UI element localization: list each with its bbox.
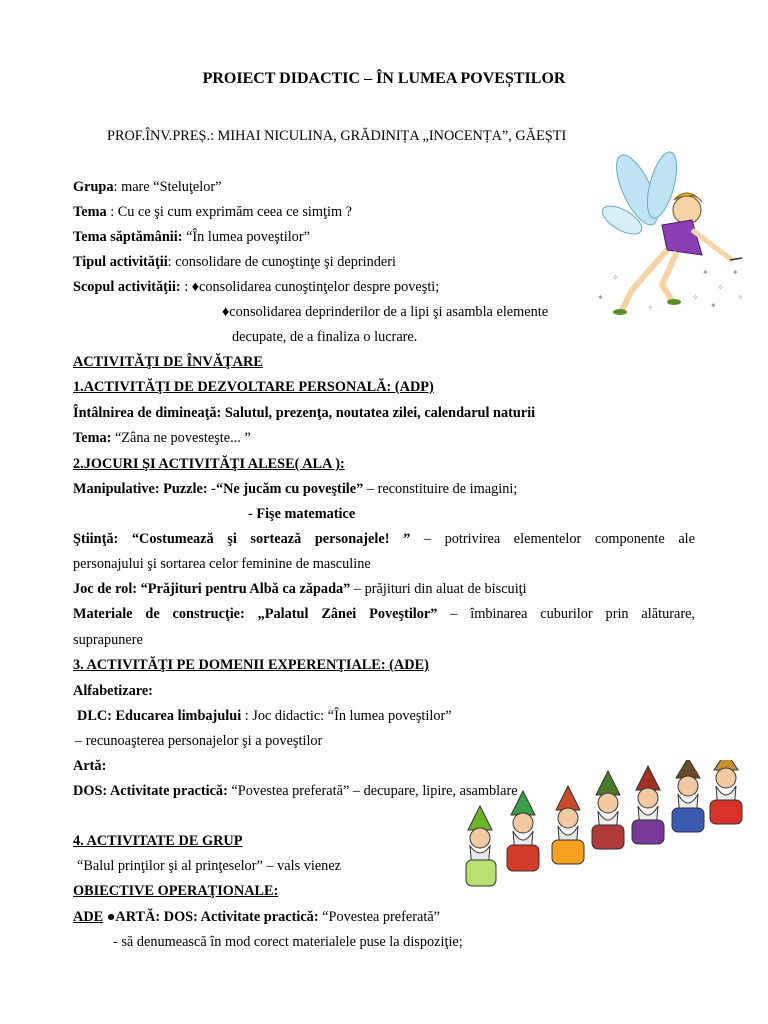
page-title: PROIECT DIDACTIC – ÎN LUMEA POVEȘTILOR — [202, 70, 566, 87]
alfabetizare-text: Alfabetizare: — [73, 683, 153, 699]
dos-label: DOS: Activitate practică: — [73, 783, 228, 799]
tema-line — [73, 203, 352, 221]
arta-line — [73, 757, 106, 775]
svg-text:✧: ✧ — [612, 273, 619, 282]
adp-heading — [73, 378, 434, 396]
intalnirea-text: Întâlnirea de dimineaţă: Salutul, prezenţa, noutatea zilei, calendarul naturii — [73, 405, 536, 421]
adp-tema-label: Tema: — [73, 430, 112, 446]
tema-saptamanii-label: Tema săptămânii: — [73, 229, 183, 245]
joc-de-rol-label: Joc de rol: “Prăjituri pentru Albă ca zăpada” — [73, 581, 351, 597]
svg-text:✦: ✦ — [702, 268, 709, 277]
materiale-label: Materiale de construcţie: „Palatul Zânei Poveştilor” — [73, 606, 438, 622]
obiective-arta-label: ●ARTĂ — [103, 909, 156, 925]
dwarfs-illustration — [448, 760, 760, 900]
scopul-activitatii-line — [73, 278, 439, 296]
tipul-value: : consolidare de cunoştinţe şi deprinderi — [167, 254, 396, 270]
obiective-dos-value: “Povestea preferată” — [318, 909, 441, 925]
tipul-activitatii-line — [73, 253, 396, 271]
obiective-ade-label: ADE — [73, 909, 104, 925]
svg-text:✦: ✦ — [710, 301, 717, 310]
adp-tema-value: “Zâna ne povesteşte... ” — [111, 430, 251, 446]
ala-heading — [73, 455, 345, 473]
stiinta-value: – potrivirea elementelor componente ale — [410, 531, 695, 547]
obiective-heading-text: OBIECTIVE OPERAŢIONALE: — [73, 883, 279, 899]
fise-text: - Fişe matematice — [248, 506, 356, 522]
grupa-line — [73, 178, 222, 196]
stiinta-label: Ştiinţă: “Costumează şi sortează personajele! ” — [73, 531, 411, 547]
stiinta-line — [73, 530, 695, 548]
fise-matematice — [248, 505, 355, 523]
grup-heading — [73, 832, 242, 850]
tema-saptamanii-value: “În lumea poveştilor” — [182, 229, 310, 245]
manipulative-label: Manipulative: Puzzle: -“Ne jucăm cu poveştile” — [73, 481, 364, 497]
dlc-label: DLC: Educarea limbajului — [77, 708, 242, 724]
svg-text:✦: ✦ — [732, 268, 739, 277]
ala-heading-text: 2.JOCURI ŞI ACTIVITĂŢI ALESE( ALA ): — [73, 456, 345, 472]
grupa-value: : mare “Steluţelor” — [113, 179, 222, 195]
tipul-label: Tipul activităţii — [73, 254, 168, 270]
alfabetizare-line — [73, 682, 153, 700]
materiale-line — [73, 605, 695, 623]
activitati-heading-text: ACTIVITĂŢI DE ÎNVĂŢARE — [73, 354, 263, 370]
scopul-value-3: decupate, de a finaliza o lucrare. — [232, 329, 418, 345]
obiective-ade-line — [73, 908, 440, 926]
ade-heading — [73, 656, 429, 674]
joc-de-rol-line — [73, 580, 527, 598]
scopul-value-1: : ♦consolidarea cunoştinţelor despre poveşti; — [180, 279, 440, 295]
intalnirea-line — [73, 404, 535, 422]
obiectiv-item-1: - să denumească în mod corect materialele puse la dispoziţie; — [113, 934, 463, 950]
dlc-line — [77, 707, 452, 725]
grupa-label: Grupa — [73, 179, 114, 195]
author-line: PROF.ÎNV.PREȘ.: MIHAI NICULINA, GRĂDINIȚA „INOCENȚA”, GĂEȘTI — [107, 128, 567, 144]
manipulative-value: – reconstituire de imagini; — [363, 481, 518, 497]
adp-tema-line — [73, 429, 251, 447]
dlc-line-2: – recunoaşterea personajelor şi a poveştilor — [75, 733, 323, 749]
arta-text: Artă: — [73, 758, 107, 774]
ade-heading-text: 3. ACTIVITĂŢI PE DOMENII EXPERENŢIALE: (ADE) — [73, 657, 429, 673]
svg-text:✧: ✧ — [737, 293, 744, 302]
scopul-label: Scopul activităţii: — [73, 279, 181, 295]
joc-de-rol-value: – prăjituri din aluat de biscuiţi — [350, 581, 527, 597]
scopul-value-2: ♦consolidarea deprinderilor de a lipi şi asambla elemente — [222, 304, 549, 320]
obiective-heading — [73, 882, 278, 900]
activitati-heading — [73, 353, 263, 371]
grup-text: “Balul prinţilor şi al prinţeselor” – vals vienez — [77, 858, 342, 874]
adp-heading-text: 1.ACTIVITĂŢI DE DEZVOLTARE PERSONALĂ: (ADP) — [73, 379, 434, 395]
tema-value: : Cu ce şi cum exprimăm ceea ce simţim ? — [106, 204, 352, 220]
tema-label: Tema — [73, 204, 107, 220]
materiale-line-2: suprapunere — [73, 632, 143, 648]
svg-text:✦: ✦ — [597, 293, 604, 302]
svg-text:✧: ✧ — [717, 283, 724, 292]
manipulative-line — [73, 480, 517, 498]
grup-heading-text: 4. ACTIVITATE DE GRUP — [73, 833, 243, 849]
svg-text:✧: ✧ — [692, 293, 699, 302]
dlc-value: : Joc didactic: “În lumea poveştilor” — [241, 708, 452, 724]
materiale-value: – îmbinarea cuburilor prin alăturare, — [437, 606, 695, 622]
svg-text:✧: ✧ — [647, 303, 654, 312]
stiinta-line-2: personajului şi sortarea celor feminine de masculine — [73, 556, 371, 572]
tema-saptamanii-line — [73, 228, 310, 246]
dos-value: “Povestea preferată” – decupare, lipire, asamblare — [227, 783, 518, 799]
fairy-illustration — [592, 150, 752, 320]
obiective-dos-label: : DOS: Activitate practică: — [155, 909, 319, 925]
